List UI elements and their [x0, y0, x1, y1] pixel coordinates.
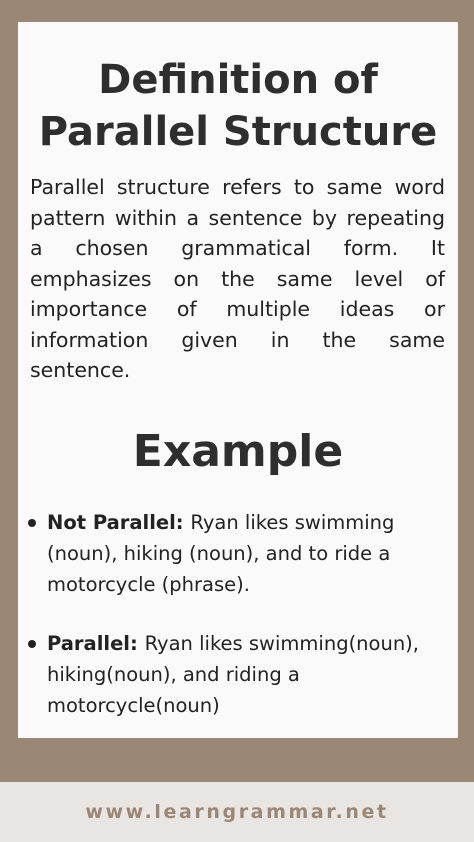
footer-bar: [0, 782, 474, 842]
definition-text: Parallel structure refers to same word pattern within a sentence by repeating a chosen grammatical form. It emphasizes on the same level of importance of multiple ideas or information given in the same sentence.: [30, 175, 445, 382]
bullet-icon: [28, 519, 36, 527]
content-card: [18, 22, 458, 738]
example-text: Ryan likes swimming (noun), hiking (noun), and to ride a motorcycle (phrase).: [47, 511, 395, 596]
example-heading: Example: [132, 426, 344, 477]
example-label: Not Parallel:: [47, 511, 191, 534]
page-title: Definition of Parallel Structure: [38, 57, 438, 155]
example-label: Parallel:: [47, 632, 145, 655]
website-url: www.learngrammar.net: [85, 801, 389, 823]
example-parallel: [28, 628, 448, 721]
example-not-parallel: [28, 507, 448, 600]
bullet-icon: [28, 640, 36, 648]
example-text: Ryan likes swimming(noun), hiking(noun), and riding a motorcycle(noun): [47, 632, 419, 717]
example-list: [28, 507, 448, 721]
